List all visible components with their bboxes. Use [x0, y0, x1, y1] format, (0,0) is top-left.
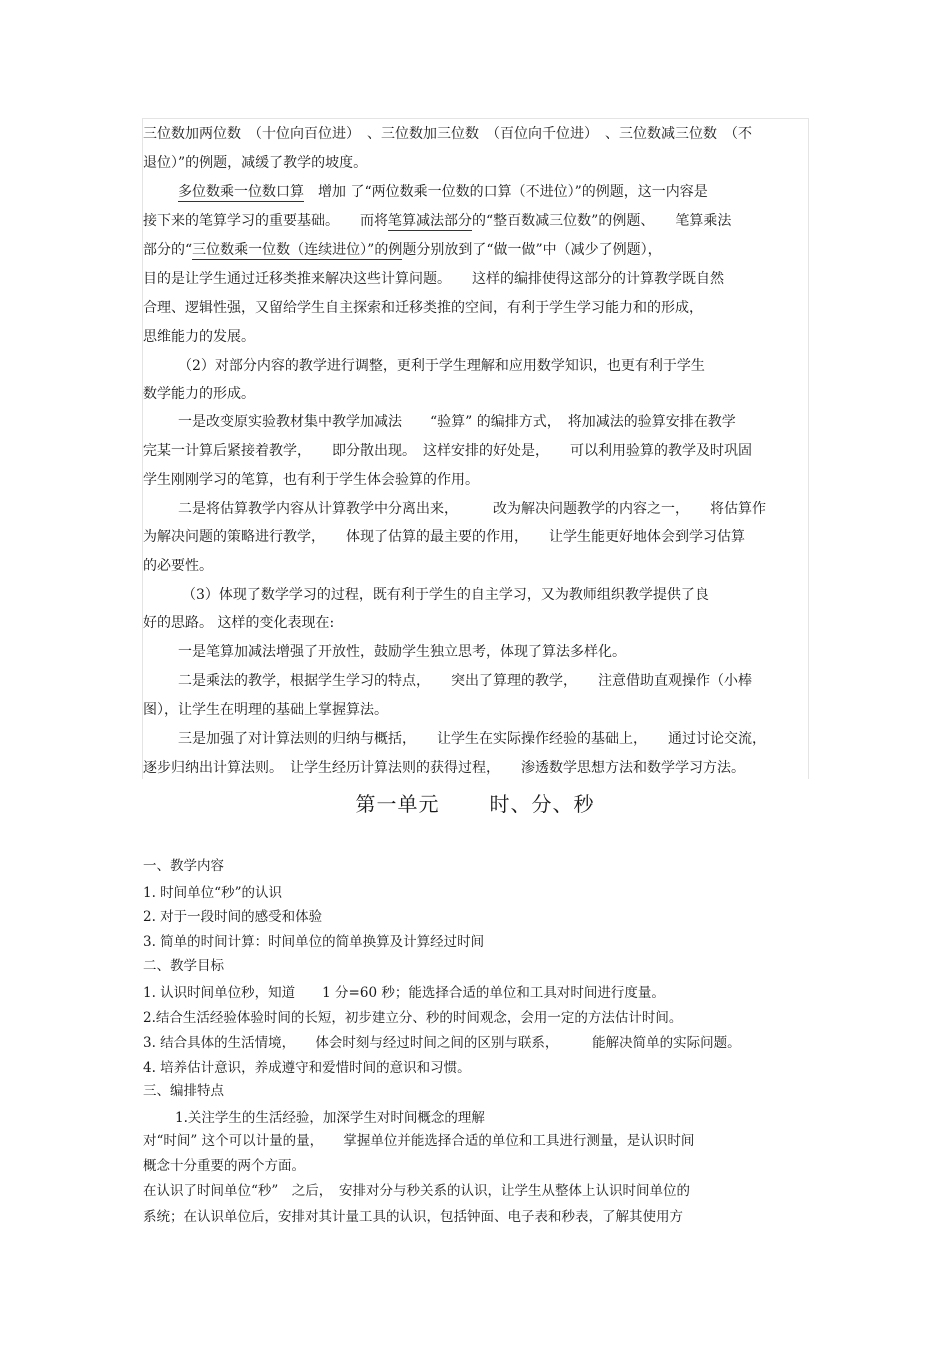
paragraph-line: 合理、逻辑性强，又留给学生自主探索和迁移类推的空间，有利于学生学习能力和的形成，	[143, 300, 703, 316]
list-item: 3. 简单的时间计算：时间单位的简单换算及计算经过时间	[143, 934, 485, 950]
paragraph-line: （3）体现了数学学习的过程，既有利于学生的自主学习，又为教师组织教学提供了良	[182, 587, 709, 603]
unit-title	[0, 790, 950, 818]
paragraph-line: 的必要性。	[143, 558, 213, 574]
paragraph-line: 对“时间” 这个可以计量的量， 掌握单位并能选择合适的单位和工具进行测量，是认识时间	[143, 1133, 695, 1149]
underlined-phrase: 笔算减法部分	[388, 213, 472, 229]
unit-number: 第一单元	[355, 792, 440, 816]
underlined-phrase: 三位数乘一位数（连续进位）”的例	[192, 242, 403, 258]
paragraph-line: 一是笔算加减法增强了开放性，鼓励学生独立思考，体现了算法多样化。	[178, 644, 626, 660]
paragraph-line: 多位数乘一位数口算 增加 了“两位数乘一位数的口算（不进位）”的例题，这一内容是	[178, 184, 708, 200]
paragraph-line: 一是改变原实验教材集中教学加减法 “验算” 的编排方式， 将加减法的验算安排在教学	[178, 414, 736, 430]
paragraph-line: 目的是让学生通过迁移类推来解决这些计算问题。 这样的编排使得这部分的计算教学既自然	[143, 271, 724, 287]
paragraph-line: 学生刚刚学习的笔算，也有利于学生体会验算的作用。	[143, 472, 479, 488]
paragraph-line: 好的思路。 这样的变化表现在:	[143, 615, 335, 631]
list-item: 2.结合生活经验体验时间的长短，初步建立分、秒的时间观念，会用一定的方法估计时间。	[143, 1010, 683, 1026]
paragraph-line: 二是将估算教学内容从计算教学中分离出来， 改为解决问题教学的内容之一， 将估算作	[178, 501, 766, 517]
paragraph-line: 概念十分重要的两个方面。	[143, 1158, 305, 1174]
paragraph-line: 三位数加两位数 （十位向百位进） 、三位数加三位数 （百位向千位进） 、三位数减三位数 （不	[143, 126, 752, 142]
paragraph-line: 完某一计算后紧接着教学， 即分散出现。 这样安排的好处是， 可以利用验算的教学及时巩固	[143, 443, 752, 459]
underlined-phrase: 多位数乘一位数口算	[178, 184, 304, 200]
unit-name: 时、分、秒	[489, 792, 595, 816]
paragraph-line: 思维能力的发展。	[143, 329, 255, 345]
paragraph-line: 在认识了时间单位“秒” 之后， 安排对分与秒关系的认识，让学生从整体上认识时间单位的	[143, 1183, 691, 1199]
paragraph-line: 图），让学生在明理的基础上掌握算法。	[143, 702, 388, 718]
paragraph-line: 退位）”的例题，减缓了教学的坡度。	[143, 155, 368, 171]
paragraph-line: （2）对部分内容的教学进行调整，更利于学生理解和应用数学知识，也更有利于学生	[178, 358, 705, 374]
list-item: 1. 认识时间单位秒，知道 1 分=60 秒；能选择合适的单位和工具对时间进行度量。	[143, 985, 665, 1001]
paragraph-line: 接下来的笔算学习的重要基础。 而将笔算减法部分的“整百数减三位数”的例题、 笔算乘法	[143, 213, 732, 229]
paragraph-line: 为解决问题的策略进行教学， 体现了估算的最主要的作用， 让学生能更好地体会到学习估算	[143, 529, 745, 545]
paragraph-line: 逐步归纳出计算法则。 让学生经历计算法则的获得过程， 渗透数学思想方法和数学学习方法。	[143, 760, 745, 776]
section-heading: 三、编排特点	[143, 1083, 224, 1099]
feature-heading: 1.关注学生的生活经验，加深学生对时间概念的理解	[175, 1110, 485, 1126]
paragraph-line: 二是乘法的教学，根据学生学习的特点， 突出了算理的教学， 注意借助直观操作（小棒	[178, 673, 752, 689]
paragraph-line: 系统；在认识单位后，安排对其计量工具的认识，包括钟面、电子表和秒表，了解其使用方	[143, 1209, 683, 1225]
list-item: 1. 时间单位“秒”的认识	[143, 885, 282, 901]
list-item: 4. 培养估计意识，养成遵守和爱惜时间的意识和习惯。	[143, 1060, 471, 1076]
list-item: 3. 结合具体的生活情境， 体会时刻与经过时间之间的区别与联系， 能解决简单的实际问题。	[143, 1035, 741, 1051]
section-heading: 一、教学内容	[143, 858, 224, 874]
paragraph-line: 三是加强了对计算法则的归纳与概括， 让学生在实际操作经验的基础上， 通过讨论交流，	[178, 731, 766, 747]
paragraph-line: 数学能力的形成。	[143, 386, 255, 402]
paragraph-line: 部分的“三位数乘一位数（连续进位）”的例题分别放到了“做一做”中（减少了例题），	[143, 242, 662, 258]
list-item: 2. 对于一段时间的感受和体验	[143, 909, 323, 925]
section-heading: 二、教学目标	[143, 958, 224, 974]
